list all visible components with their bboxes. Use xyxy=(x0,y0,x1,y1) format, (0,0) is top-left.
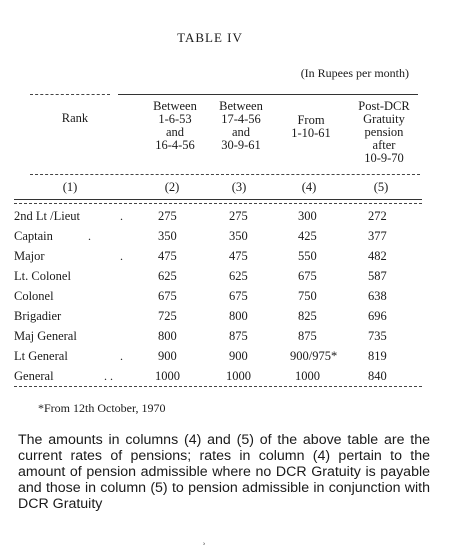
cell-col4: 825 xyxy=(298,309,317,323)
header-rank: Rank xyxy=(61,111,89,125)
cell-col2: 800 xyxy=(158,329,177,343)
cell-col5: 482 xyxy=(368,249,387,263)
cell-col2: 725 xyxy=(158,309,177,323)
rank-cell: Brigadier xyxy=(14,309,62,323)
cell-col5: 696 xyxy=(368,309,387,323)
colnum-2: (2) xyxy=(164,180,180,194)
rank-cell: 2nd Lt /Lieut xyxy=(14,209,80,223)
cell-col4: 750 xyxy=(298,289,317,303)
header-col4: From 1-10-61 xyxy=(291,113,331,140)
cell-col4: 875 xyxy=(298,329,317,343)
rank-cell: Captain xyxy=(14,229,53,243)
colnum-5: (5) xyxy=(373,180,389,194)
cell-col3: 675 xyxy=(229,289,248,303)
explanatory-paragraph: The amounts in columns (4) and (5) of the above table are the current rates of pensions; rates in column (4) pertain to the amount of pension admissible where no DCR Gratuity is payable and those in column (5) to pension admissible in conjunction with DCR Gratuity xyxy=(18,432,430,512)
cell-col5: 638 xyxy=(368,289,387,303)
bottom-rule xyxy=(14,386,422,387)
cell-col5: 819 xyxy=(368,349,387,363)
rank-cell: General xyxy=(14,369,54,383)
leader-dot: . xyxy=(120,209,123,223)
rank-cell: Lt. Colonel xyxy=(14,269,71,283)
cell-col3: 900 xyxy=(229,349,248,363)
cell-col4: 550 xyxy=(298,249,317,263)
cell-col4: 900/975* xyxy=(290,349,338,363)
cell-col3: 625 xyxy=(229,269,248,283)
rank-cell: Colonel xyxy=(14,289,54,303)
cell-col5: 272 xyxy=(368,209,387,223)
table-footnote: *From 12th October, 1970 xyxy=(38,401,166,415)
table-title: TABLE IV xyxy=(177,30,243,45)
cell-col4: 675 xyxy=(298,269,317,283)
cell-col4: 300 xyxy=(298,209,317,223)
cell-col3: 800 xyxy=(229,309,248,323)
top-rule-right xyxy=(118,94,418,95)
cell-col5: 735 xyxy=(368,329,387,343)
cell-col2: 675 xyxy=(158,289,177,303)
cell-col5: 377 xyxy=(368,229,387,243)
unit-note: (In Rupees per month) xyxy=(300,66,409,80)
cell-col2: 900 xyxy=(158,349,177,363)
colnum-3: (3) xyxy=(231,180,247,194)
cell-col2: 275 xyxy=(158,209,177,223)
cell-col4: 425 xyxy=(298,229,317,243)
cell-col3: 275 xyxy=(229,209,248,223)
rank-cell: Lt General xyxy=(14,349,68,363)
cell-col5: 840 xyxy=(368,369,387,383)
cell-col5: 587 xyxy=(368,269,387,283)
cell-col2: 475 xyxy=(158,249,177,263)
cell-col2: 625 xyxy=(158,269,177,283)
cell-col3: 475 xyxy=(229,249,248,263)
header-col3: Between 17-4-56 and 30-9-61 xyxy=(219,99,263,152)
cell-col3: 350 xyxy=(229,229,248,243)
cell-col3: 1000 xyxy=(226,369,251,383)
header-col5: Post-DCR Gratuity pension after 10-9-70 xyxy=(358,99,410,165)
cell-col2: 1000 xyxy=(155,369,180,383)
stray-mark: ʾ xyxy=(202,540,206,554)
leader-dot: . xyxy=(88,229,91,243)
top-rule-left xyxy=(30,94,110,95)
leader-dot: . xyxy=(120,349,123,363)
leader-dot: . xyxy=(120,249,123,263)
header-rule xyxy=(30,174,420,175)
body-rule-1 xyxy=(14,199,422,200)
colnum-1: (1) xyxy=(62,180,78,194)
cell-col2: 350 xyxy=(158,229,177,243)
cell-col4: 1000 xyxy=(295,369,320,383)
body-rule-2 xyxy=(14,203,422,204)
rank-cell: Major xyxy=(14,249,45,263)
rank-cell: Maj General xyxy=(14,329,77,343)
colnum-4: (4) xyxy=(301,180,317,194)
leader-dot: . . xyxy=(104,369,113,383)
header-col2: Between 1-6-53 and 16-4-56 xyxy=(153,99,197,152)
cell-col3: 875 xyxy=(229,329,248,343)
